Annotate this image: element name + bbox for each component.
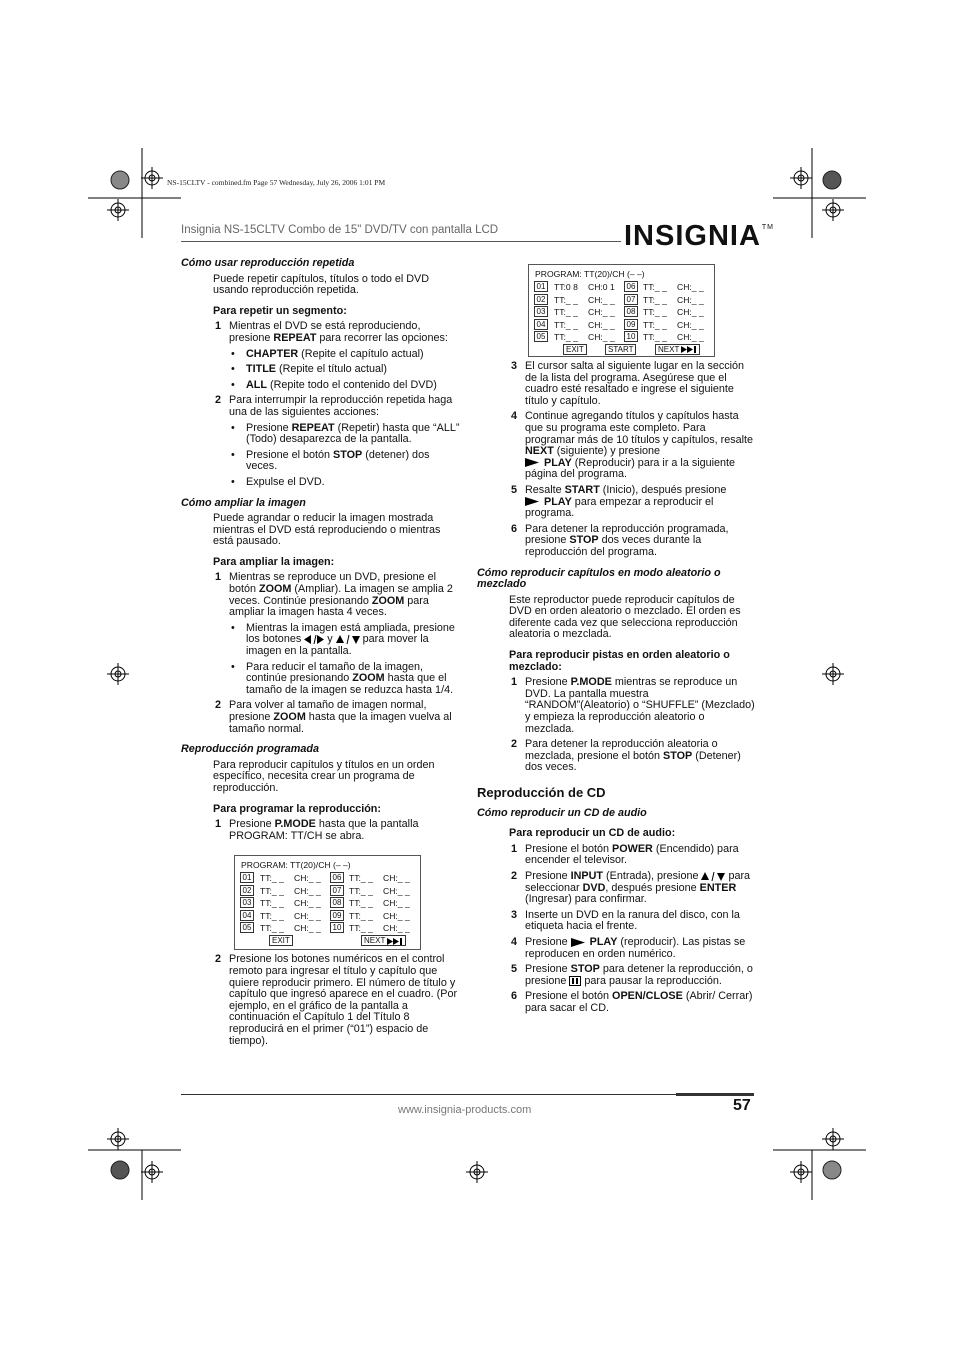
brand-logo-text: INSIGNIA bbox=[624, 220, 761, 252]
play-icon bbox=[525, 497, 541, 506]
cd-step-5: 5 Presione STOP para detener la reproducción, o presione para pausar la reproducción. bbox=[511, 963, 753, 987]
cd-step-3: 3 Inserte un DVD en la ranura del disco, con la etiqueta hacia el frente. bbox=[511, 908, 740, 933]
screen-title: PROGRAM: TT(20)/CH (– –) bbox=[535, 269, 645, 279]
slot-number: 05 bbox=[534, 331, 548, 342]
screen-next-button: NEXT bbox=[655, 344, 700, 355]
skip-forward-icon bbox=[681, 346, 697, 353]
tt-cell: TT:_ _ bbox=[349, 885, 373, 896]
ch-cell: CH:_ _ bbox=[677, 294, 704, 305]
repeat-bullet-chapter: • CHAPTER (Repite el capítulo actual) bbox=[246, 349, 461, 361]
subheading-program: Reproducción programada bbox=[181, 743, 319, 756]
slot-number: 02 bbox=[534, 294, 548, 305]
heading-cd: Reproducción de CD bbox=[477, 785, 606, 800]
subheading-repeat: Cómo usar reproducción repetida bbox=[181, 257, 355, 269]
screen-exit-button: EXIT bbox=[563, 344, 587, 355]
slot-number: 03 bbox=[240, 897, 254, 908]
slot-number: 04 bbox=[240, 910, 254, 921]
program-step-5: 5 Resalte START (Inicio), después presione PLAY para empezar a reproducir el programa. bbox=[511, 483, 727, 520]
slot-number: 01 bbox=[534, 281, 548, 292]
tt-cell: TT:_ _ bbox=[554, 332, 578, 342]
tt-cell: TT:_ _ bbox=[260, 885, 284, 896]
tt-cell: TT:_ _ bbox=[643, 319, 667, 330]
screen-exit-button: EXIT bbox=[269, 935, 293, 946]
footer-rule bbox=[181, 1094, 754, 1095]
ch-cell: CH:_ _ bbox=[294, 923, 321, 934]
left-column bbox=[181, 258, 461, 1047]
screen-title: PROGRAM: TT(20)/CH (– –) bbox=[241, 860, 351, 871]
ch-cell: CH:0 1 bbox=[588, 282, 615, 292]
pause-icon bbox=[569, 976, 581, 986]
repeat-step-1: 1 Mientras el DVD se está reproduciendo, presione REPEAT para recorrer las opciones: bbox=[215, 320, 448, 344]
slot-number: 06 bbox=[624, 281, 638, 292]
tt-cell: TT:_ _ bbox=[554, 294, 578, 305]
repeat-step-2: 2 Para interrumpir la reproducción repetida haga una de las siguientes acciones: bbox=[215, 394, 453, 418]
slot-number: 07 bbox=[330, 885, 344, 896]
zoom-intro: Puede agrandar o reducir la imagen mostrada mientras el DVD está reproduciendo o mientras está pausado. bbox=[213, 512, 441, 548]
ch-cell: CH:_ _ bbox=[588, 307, 615, 317]
slot-number: 05 bbox=[240, 922, 254, 933]
cd-step-6: 6 Presione el botón OPEN/CLOSE (Abrir/ Cerrar) para sacar el CD. bbox=[511, 990, 753, 1014]
header-title: Insignia NS-15CLTV Combo de 15" DVD/TV con pantalla LCD bbox=[181, 224, 499, 236]
cd-step-4: 4 Presione PLAY (reproducir). Las pistas se reproducen en orden numérico. bbox=[511, 935, 746, 960]
ch-cell: CH:_ _ bbox=[588, 332, 615, 342]
slot-number: 08 bbox=[624, 306, 638, 317]
tt-cell: TT:_ _ bbox=[643, 332, 667, 342]
slot-number: 04 bbox=[534, 319, 548, 330]
tt-cell: TT:_ _ bbox=[260, 923, 284, 934]
ch-cell: CH:_ _ bbox=[677, 307, 704, 317]
ch-cell: CH:_ _ bbox=[383, 898, 410, 909]
zoom-step-1: 1 Mientras se reproduce un DVD, presione el botón ZOOM (Ampliar). La imagen se amplia 2 veces. Continúe presionando ZOOM para ampliar la imagen hasta 4 veces. bbox=[215, 571, 453, 619]
subheading-cd: Cómo reproducir un CD de audio bbox=[477, 806, 647, 819]
left-right-arrows-icon bbox=[304, 635, 324, 644]
slot-number: 02 bbox=[240, 885, 254, 896]
ch-cell: CH:_ _ bbox=[383, 885, 410, 896]
tt-cell: TT:_ _ bbox=[349, 873, 373, 884]
ch-cell: CH:_ _ bbox=[383, 923, 410, 934]
program-step-6: 6 Para detener la reproducción programada, presione STOP dos veces durante la reproducción del programa. bbox=[511, 522, 729, 558]
tt-cell: TT:_ _ bbox=[554, 319, 578, 330]
tt-cell: TT:_ _ bbox=[260, 910, 284, 921]
random-step-1: 1 Presione P.MODE mientras se reproduce un DVD. La pantalla muestra “RANDOM”(Aleatorio) o “SHUFFLE” (Mezclado) y empieza la reproducción aleatorio o mezclada. bbox=[511, 676, 755, 735]
random-intro: Este reproductor puede reproducir capítulos de DVD en orden aleatorio o mezclado. El orden es diferente cada vez que selecciona reproducción aleatoria o mezclada. bbox=[509, 593, 741, 641]
zoom-bullet-move: • Mientras la imagen está ampliada, presione los botones y para mover la imagen en la pantalla. bbox=[246, 623, 461, 658]
footer-url: www.insignia-products.com bbox=[398, 1104, 532, 1116]
random-step-2: 2 Para detener la reproducción aleatoria o mezclada, presione el botón STOP (Detener) dos veces. bbox=[511, 738, 741, 774]
program-screen-filled bbox=[528, 264, 715, 357]
tt-cell: TT:_ _ bbox=[349, 923, 373, 934]
up-down-arrows-icon bbox=[336, 635, 360, 644]
repeat-bullet-stop: • Presione el botón STOP (detener) dos veces. bbox=[246, 450, 461, 473]
slot-number: 10 bbox=[624, 331, 638, 342]
cd-step-1: 1 Presione el botón POWER (Encendido) para encender el televisor. bbox=[511, 842, 739, 867]
repeat-intro: Puede repetir capítulos, títulos o todo el DVD usando reproducción repetida. bbox=[213, 272, 430, 297]
tt-cell: TT:_ _ bbox=[554, 307, 578, 317]
ch-cell: CH:_ _ bbox=[588, 294, 615, 305]
program-step-4: 4 Continue agregando títulos y capítulos hasta que su programa este completo. Para programar más de 10 títulos y capítulos, resalte NEXT (siguiente) y presione PLAY (Reproducir) para ir a la siguiente página del programa. bbox=[511, 410, 754, 481]
ch-cell: CH:_ _ bbox=[383, 910, 410, 921]
program-label: Para programar la reproducción: bbox=[213, 802, 382, 815]
program-intro: Para reproducir capítulos y títulos en un orden específico, necesita crear un programa de reproducción. bbox=[213, 758, 435, 794]
footer-rule-thick bbox=[676, 1093, 754, 1096]
zoom-label: Para ampliar la imagen: bbox=[213, 555, 335, 568]
repeat-bullet-eject: • Expulse el DVD. bbox=[246, 477, 461, 489]
ch-cell: CH:_ _ bbox=[294, 873, 321, 884]
slot-number: 10 bbox=[330, 922, 344, 933]
up-down-arrows-icon bbox=[701, 872, 725, 881]
program-step-3: 3 El cursor salta al siguiente lugar en la sección de la lista del programa. Asegúrese que el cuadro esté resaltado e ingrese el siguiente título y capítulo. bbox=[511, 360, 745, 407]
random-label: Para reproducir pistas en orden aleatorio o mezclado: bbox=[509, 649, 730, 673]
tt-cell: TT:_ _ bbox=[643, 282, 667, 292]
screen-start-button: START bbox=[605, 344, 636, 355]
play-icon bbox=[525, 458, 541, 467]
slot-number: 08 bbox=[330, 897, 344, 908]
ch-cell: CH:_ _ bbox=[588, 319, 615, 330]
file-stamp: NS-15CLTV - combined.fm Page 57 Wednesday, July 26, 2006 1:01 PM bbox=[167, 178, 386, 187]
right-column bbox=[477, 258, 755, 1015]
brand-logo bbox=[624, 222, 773, 251]
cd-label: Para reproducir un CD de audio: bbox=[509, 827, 676, 840]
tt-cell: TT:_ _ bbox=[260, 898, 284, 909]
ch-cell: CH:_ _ bbox=[677, 282, 704, 292]
screen-next-button: NEXT bbox=[361, 935, 406, 946]
ch-cell: CH:_ _ bbox=[383, 873, 410, 884]
tt-cell: TT:_ _ bbox=[643, 307, 667, 317]
skip-forward-icon bbox=[387, 938, 403, 945]
tt-cell: TT:_ _ bbox=[349, 910, 373, 921]
subheading-random: Cómo reproducir capítulos en modo aleatorio o mezclado bbox=[477, 566, 721, 591]
slot-number: 09 bbox=[330, 910, 344, 921]
program-step-1: 1 Presione P.MODE hasta que la pantalla PROGRAM: TT/CH se abra. bbox=[215, 818, 419, 842]
subheading-zoom: Cómo ampliar la imagen bbox=[181, 496, 306, 509]
ch-cell: CH:_ _ bbox=[294, 898, 321, 909]
repeat-bullet-press-repeat: • Presione REPEAT (Repetir) hasta que “ALL” (Todo) desaparezca de la pantalla. bbox=[246, 423, 461, 446]
program-screen-empty bbox=[234, 855, 421, 950]
play-icon bbox=[571, 938, 587, 947]
tt-cell: TT:_ _ bbox=[349, 898, 373, 909]
zoom-bullet-reduce: • Para reducir el tamaño de la imagen, continúe presionando ZOOM hasta que el tamaño de la imagen se reduzca hasta 1/4. bbox=[246, 662, 461, 697]
tt-cell: TT:_ _ bbox=[260, 873, 284, 884]
slot-number: 07 bbox=[624, 294, 638, 305]
tt-cell: TT:_ _ bbox=[643, 294, 667, 305]
cd-step-2: 2 Presione INPUT (Entrada), presione para seleccionar DVD, después presione ENTER (Ingresar) para confirmar. bbox=[511, 869, 751, 906]
slot-number: 09 bbox=[624, 319, 638, 330]
zoom-step-2: 2 Para volver al tamaño de imagen normal, presione ZOOM hasta que la imagen vuelva al tamaño normal. bbox=[215, 699, 452, 735]
repeat-label: Para repetir un segmento: bbox=[213, 304, 347, 317]
program-step-2: 2 Presione los botones numéricos en el control remoto para ingresar el título y capítulo que quiere reproducir primero. El número de título y capítulo que ingresó aparece en el cuadro. (Por ejemplo, en el gráfico de la pantalla a continuación el Capítulo 1 del Título 8 reproducirá en el primer (“01”) espacio de tiempo). bbox=[215, 953, 458, 1047]
trademark: TM bbox=[761, 224, 775, 231]
slot-number: 01 bbox=[240, 872, 254, 883]
ch-cell: CH:_ _ bbox=[677, 319, 704, 330]
slot-number: 06 bbox=[330, 872, 344, 883]
ch-cell: CH:_ _ bbox=[294, 885, 321, 896]
repeat-bullet-all: • ALL (Repite todo el contenido del DVD) bbox=[246, 380, 461, 392]
ch-cell: CH:_ _ bbox=[677, 332, 704, 342]
tt-cell: TT:0 8 bbox=[554, 282, 578, 292]
repeat-bullet-title: • TITLE (Repite el título actual) bbox=[246, 364, 461, 376]
ch-cell: CH:_ _ bbox=[294, 910, 321, 921]
header-rule bbox=[181, 241, 621, 242]
slot-number: 03 bbox=[534, 306, 548, 317]
page-number: 57 bbox=[733, 1097, 751, 1114]
